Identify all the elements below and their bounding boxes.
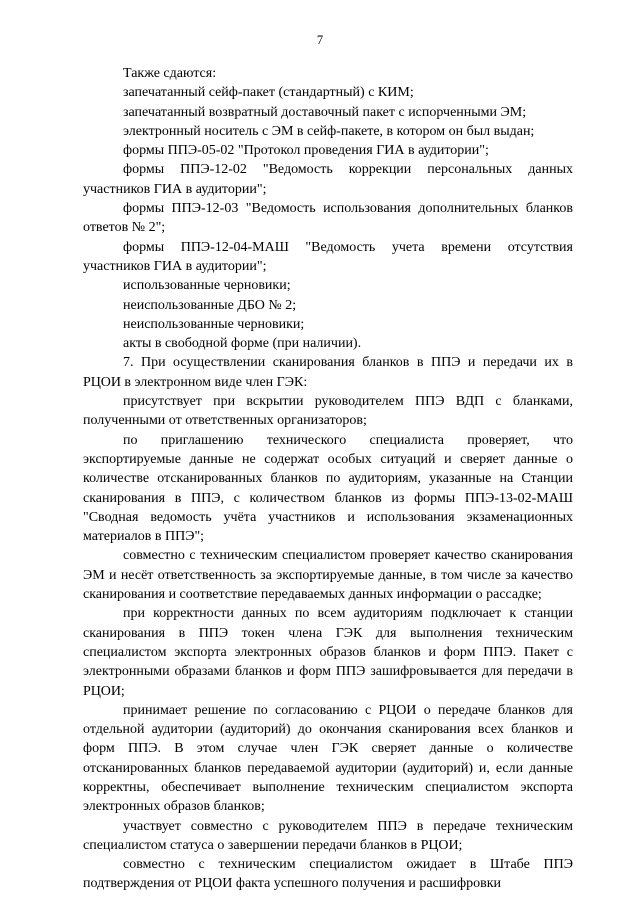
list-item-free-form-acts: акты в свободной форме (при наличии). — [123, 336, 362, 352]
document-body — [83, 64, 573, 894]
list-item-unused-drafts: неиспользованные черновики; — [123, 316, 305, 332]
list-item-form-12-02: формы ППЭ-12-02 "Ведомость коррекции персональных данных участников ГИА в аудитории"; — [83, 162, 573, 197]
list-item-safe-package: запечатанный сейф-пакет (стандартный) с КИМ; — [123, 85, 414, 101]
paragraph-token: при корректности данных по всем аудиториям подключает к станции сканирования в ППЭ токен члена ГЭК для выполнения техническим специалистом экспорта электронных образов бланков и форм ППЭ. Пакет с электронными образами бланков и форм ППЭ зашифровывается для передачи в РЦОИ; — [83, 606, 573, 699]
list-item-form-05-02: формы ППЭ-05-02 "Протокол проведения ГИА в аудитории"; — [123, 143, 489, 159]
list-item-return-package: запечатанный возвратный доставочный пакет с испорченными ЭМ; — [123, 104, 527, 120]
list-item-used-drafts: использованные черновики; — [123, 278, 291, 294]
paragraph-partial-transfer: принимает решение по согласованию с РЦОИ о передаче бланков для отдельной аудитории (аудиторий) до окончания сканирования всех бланков и форм ППЭ. В этом случае член ГЭК сверяет данные о количестве отсканированных бланков передаваемой аудитории (аудиторий) и, если данные корректны, обеспечивает выполнение техническим специалистом экспорта электронных образов бланков; — [83, 702, 573, 815]
paragraph-opening-vdp: присутствует при вскрытии руководителем ППЭ ВДП с бланками, полученными от ответственных организаторов; — [83, 394, 573, 429]
paragraph-check-export: по приглашению технического специалиста проверяет, что экспортируемые данные не содержат особых ситуаций и сверяет данные о количестве отсканированных бланков по аудиториям, указанные на Станции сканирования в ППЭ, с количеством бланков из формы ППЭ-13-02-МАШ "Сводная ведомость учёта участников и использования экзаменационных материалов в ППЭ"; — [83, 432, 573, 545]
paragraph-section-7: 7. При осуществлении сканирования бланков в ППЭ и передачи их в РЦОИ в электронном виде член ГЭК: — [83, 355, 573, 390]
paragraph-scan-quality: совместно с техническим специалистом проверяет качество сканирования ЭМ и несёт ответственность за экспортируемые данные, в том числе за качество сканирования и соответствие передаваемых данных информации о рассадке; — [83, 548, 573, 603]
paragraph-also-submitted: Также сдаются: — [123, 66, 217, 81]
paragraph-await-confirmation: совместно с техническим специалистом ожидает в Штабе ППЭ подтверждения от РЦОИ факта успешного получения и расшифровки — [83, 857, 573, 892]
list-item-electronic-media: электронный носитель с ЭМ в сейф-пакете, в котором он был выдан; — [123, 123, 535, 139]
paragraph-status-transfer: участвует совместно с руководителем ППЭ в передаче техническим специалистом статуса о завершении передачи бланков в РЦОИ; — [83, 818, 573, 853]
page-number: 7 — [316, 33, 324, 47]
list-item-form-12-04: формы ППЭ-12-04-МАШ "Ведомость учета времени отсутствия участников ГИА в аудитории"; — [83, 239, 573, 274]
list-item-form-12-03: формы ППЭ-12-03 "Ведомость использования дополнительных бланков ответов № 2"; — [83, 201, 573, 236]
list-item-unused-dbo: неиспользованные ДБО № 2; — [123, 297, 297, 313]
